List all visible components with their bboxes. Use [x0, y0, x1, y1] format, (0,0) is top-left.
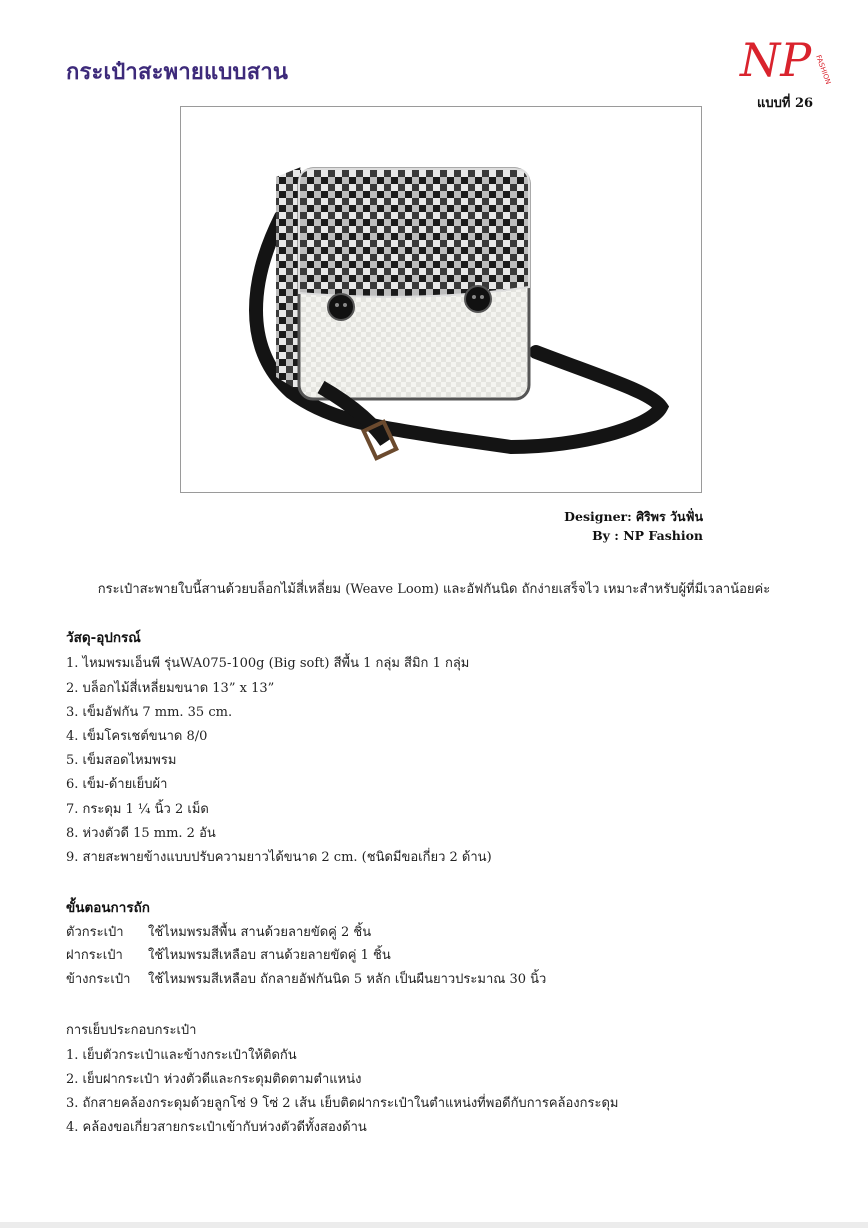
materials-heading: วัสดุ-อุปกรณ์ [66, 630, 141, 646]
product-photo [180, 106, 702, 493]
pattern-number: แบบที่ 26 [757, 96, 814, 111]
list-item: 4. เข็มโครเชต์ขนาด 8/0 [66, 729, 208, 744]
logo-letters: NP [740, 33, 812, 87]
list-item: 6. เข็ม-ด้ายเย็บผ้า [66, 777, 168, 792]
scan-edge [0, 1222, 868, 1228]
step-label: ฝากระเป๋า [66, 948, 123, 963]
list-item: 2. เย็บฝากระเป๋า ห่วงตัวดีและกระดุมติดตามตำแหน่ง [66, 1072, 362, 1087]
page-title: กระเป๋าสะพายแบบสาน [66, 60, 289, 85]
list-item: 1. ไหมพรมเอ็นพี รุ่นWA075-100g (Big soft) สีพื้น 1 กลุ่ม สีมิก 1 กลุ่ม [66, 656, 470, 671]
list-item: 5. เข็มสอดไหมพรม [66, 753, 177, 768]
intro-paragraph: กระเป๋าสะพายใบนี้สานด้วยบล็อกไม้สี่เหลี่ยม (Weave Loom) และอัฟกันนิด ถักง่ายเสร็จไว เหมาะสำหรับผู้ที่มีเวลาน้อยค่ะ [97, 582, 771, 597]
designer-credit: Designer: ศิริพร วันฟั่น [564, 509, 703, 524]
list-item: 7. กระดุม 1 ¼ นิ้ว 2 เม็ด [66, 802, 209, 817]
list-item: 9. สายสะพายข้างแบบปรับความยาวได้ขนาด 2 cm. (ชนิดมีขอเกี่ยว 2 ด้าน) [66, 850, 492, 865]
step-description: ใช้ไหมพรมสีเหลือบ ถักลายอัฟกันนิด 5 หลัก เป็นผืนยาวประมาณ 30 นิ้ว [148, 972, 547, 987]
list-item: 8. ห่วงตัวดี 15 mm. 2 อัน [66, 826, 216, 841]
list-item: 4. คล้องขอเกี่ยวสายกระเป๋าเข้ากับห่วงตัวดีทั้งสองด้าน [66, 1120, 367, 1135]
step-description: ใช้ไหมพรมสีพื้น สานด้วยลายขัดคู่ 2 ชิ้น [148, 925, 372, 940]
steps-heading: ขั้นตอนการถัก [66, 900, 150, 916]
np-fashion-logo [738, 26, 833, 88]
list-item: 3. เข็มอัฟกัน 7 mm. 35 cm. [66, 705, 233, 720]
logo-subtext: FASHION [814, 53, 833, 86]
list-item: 3. ถักสายคล้องกระดุมด้วยลูกโซ่ 9 โซ่ 2 เส้น เย็บติดฝากระเป๋าในตำแหน่งที่พอดีกับการคล้องกระดุม [66, 1096, 619, 1111]
woven-shoulder-bag-photo [181, 107, 701, 492]
step-label: ข้างกระเป๋า [66, 972, 131, 987]
list-item: 2. บล็อกไม้สี่เหลี่ยมขนาด 13” x 13” [66, 681, 275, 696]
step-description: ใช้ไหมพรมสีเหลือบ สานด้วยลายขัดคู่ 1 ชิ้น [148, 948, 391, 963]
brand-credit: By : NP Fashion [592, 528, 703, 543]
assembly-heading: การเย็บประกอบกระเป๋า [66, 1023, 197, 1038]
list-item: 1. เย็บตัวกระเป๋าและข้างกระเป๋าให้ติดกัน [66, 1048, 297, 1063]
step-label: ตัวกระเป๋า [66, 925, 124, 940]
